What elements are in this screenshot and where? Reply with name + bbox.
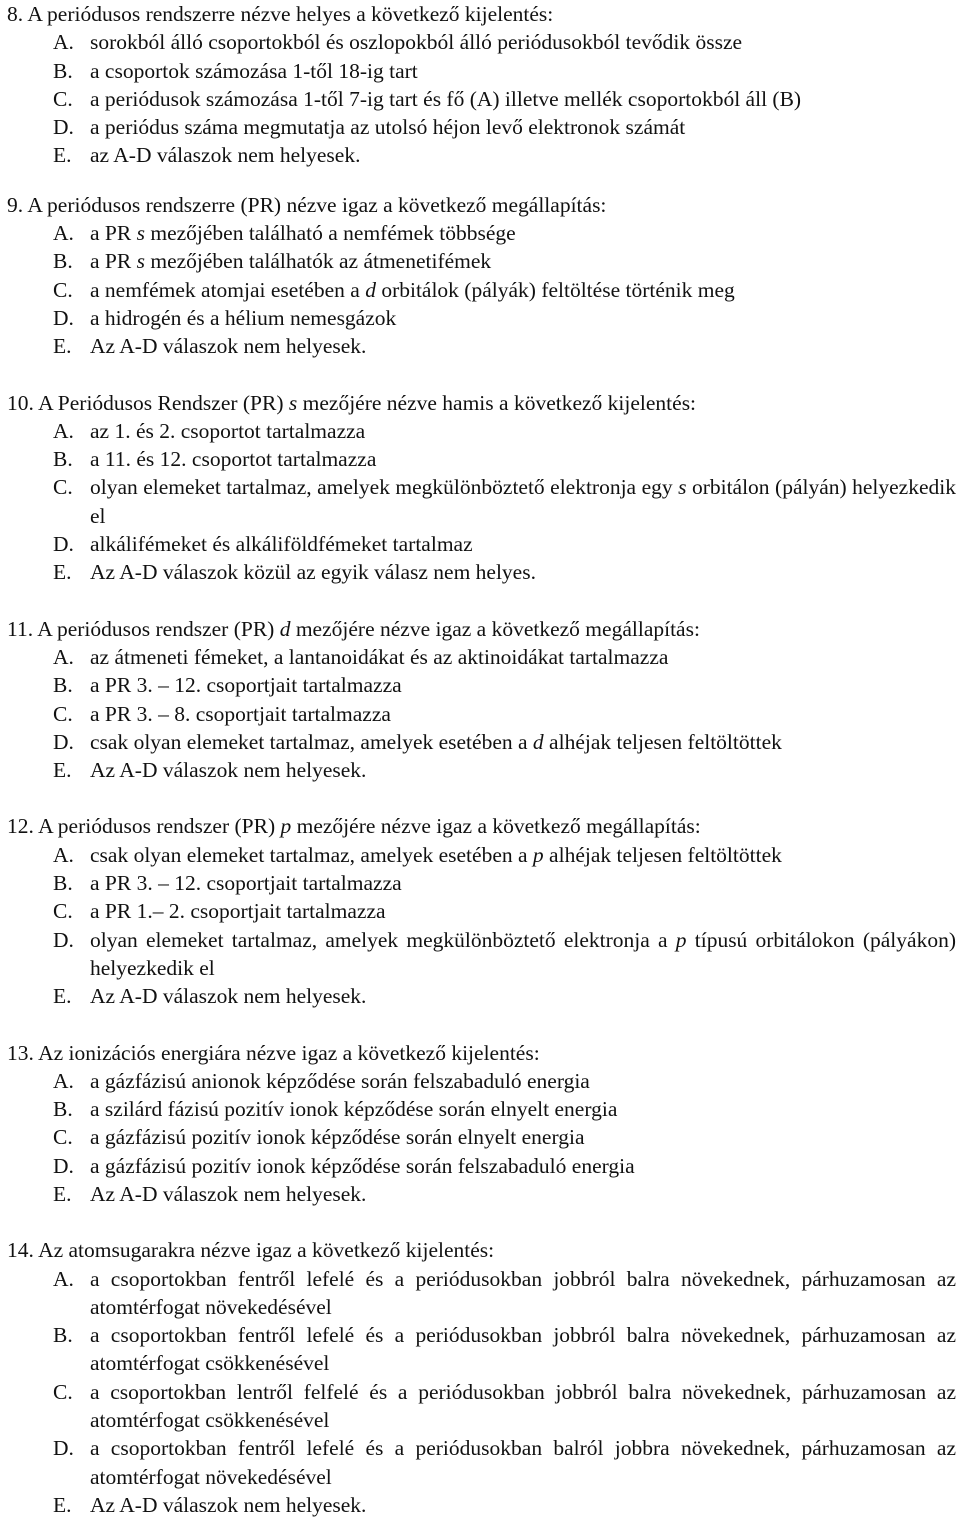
italic-symbol: d	[365, 277, 376, 302]
option-letter: B.	[53, 1097, 73, 1122]
option-letter: D.	[53, 532, 74, 557]
option-letter: D.	[53, 1153, 74, 1178]
option-text: Az A-D válaszok nem helyesek.	[90, 758, 367, 783]
option-text: olyan elemeket tartalmaz, amelyek megkülönböztető elektronja egy s orbitálon (pályán) helyezkedik el	[90, 475, 956, 528]
option-text: Az A-D válaszok nem helyesek.	[90, 1492, 367, 1517]
italic-symbol: s	[136, 249, 145, 274]
option-text: sorokból álló csoportokból és oszlopokból álló periódusokból tevődik össze	[90, 30, 743, 55]
option-letter: C.	[53, 899, 73, 924]
answer-option	[7, 1095, 956, 1123]
option-letter: B.	[53, 447, 73, 472]
answer-option	[7, 445, 956, 473]
option-letter: A.	[53, 221, 74, 246]
answer-option	[7, 417, 956, 445]
option-letter: A.	[53, 842, 74, 867]
option-text: a szilárd fázisú pozitív ionok képződése során elnyelt energia	[90, 1097, 618, 1122]
option-text: a hidrogén és a hélium nemesgázok	[90, 305, 397, 330]
answer-option	[7, 1434, 956, 1491]
option-letter: A.	[53, 1266, 74, 1291]
italic-symbol: d	[532, 729, 544, 754]
option-letter: A.	[53, 30, 74, 55]
option-text: a nemfémek atomjai esetében a d orbitálok (pályák) feltöltése történik meg	[90, 277, 735, 302]
option-letter: B.	[53, 673, 73, 698]
option-text: a PR 3. – 8. csoportjait tartalmazza	[90, 701, 391, 726]
answer-option	[7, 728, 956, 756]
option-text: a gázfázisú pozitív ionok képződése során felszabaduló energia	[90, 1153, 635, 1178]
answer-option	[7, 247, 956, 275]
answer-option	[7, 1067, 956, 1095]
option-letter: C.	[53, 475, 73, 500]
italic-symbol: p	[532, 842, 544, 867]
option-letter: C.	[53, 1125, 73, 1150]
option-text: a periódusok számozása 1-től 7-ig tart és fő (A) illetve mellék csoportokból áll (B)	[90, 86, 802, 111]
question-10	[7, 389, 956, 587]
option-letter: D.	[53, 115, 74, 140]
option-letter: B.	[53, 249, 73, 274]
option-letter: C.	[53, 701, 73, 726]
italic-symbol: s	[288, 390, 298, 415]
answer-option	[7, 530, 956, 558]
question-stem: 13. Az ionizációs energiára nézve igaz a következő kijelentés:	[7, 1040, 540, 1065]
option-text: alkálifémeket és alkáliföldfémeket tartalmaz	[90, 532, 473, 557]
answer-option	[7, 1378, 956, 1435]
answer-option	[7, 85, 956, 113]
question-8	[7, 0, 956, 170]
answer-option	[7, 141, 956, 169]
option-text: a csoportok számozása 1-től 18-ig tart	[90, 58, 418, 83]
question-9	[7, 191, 956, 361]
answer-option	[7, 671, 956, 699]
option-text: a PR s mezőjében található a nemfémek többsége	[90, 221, 516, 246]
answer-option	[7, 643, 956, 671]
option-letter: A.	[53, 1068, 74, 1093]
option-text: a csoportokban fentről lefelé és a periódusokban jobbról balra növekednek, párhuzamosan az atomtérfogat növekedésével	[90, 1266, 956, 1319]
option-letter: C.	[53, 86, 73, 111]
option-letter: D.	[53, 729, 74, 754]
answer-option	[7, 558, 956, 586]
answer-option	[7, 1123, 956, 1151]
answer-option	[7, 756, 956, 784]
question-stem: 11. A periódusos rendszer (PR) d mezőjére nézve igaz a következő megállapítás:	[7, 616, 700, 641]
question-stem: 9. A periódusos rendszerre (PR) nézve igaz a következő megállapítás:	[7, 192, 607, 217]
option-text: a csoportokban fentről lefelé és a periódusokban jobbról balra növekednek, párhuzamosan az atomtérfogat csökkenésével	[90, 1323, 956, 1376]
answer-option	[7, 219, 956, 247]
answer-option	[7, 926, 956, 983]
answer-option	[7, 276, 956, 304]
answer-option	[7, 700, 956, 728]
option-text: Az A-D válaszok nem helyesek.	[90, 334, 367, 359]
option-text: a periódus száma megmutatja az utolsó héjon levő elektronok számát	[90, 115, 686, 140]
option-letter: E.	[53, 758, 72, 783]
italic-symbol: s	[136, 221, 145, 246]
question-14	[7, 1236, 956, 1519]
option-letter: E.	[53, 560, 72, 585]
option-text: az átmeneti fémeket, a lantanoidákat és az aktinoidákat tartalmazza	[90, 644, 669, 669]
option-letter: A.	[53, 418, 74, 443]
option-text: a PR 3. – 12. csoportjait tartalmazza	[90, 673, 402, 698]
italic-symbol: s	[678, 475, 687, 500]
answer-option	[7, 1180, 956, 1208]
answer-option	[7, 982, 956, 1010]
option-text: Az A-D válaszok közül az egyik válasz nem helyes.	[90, 560, 536, 585]
answer-option	[7, 841, 956, 869]
question-stem: 10. A Periódusos Rendszer (PR) s mezőjére nézve hamis a következő kijelentés:	[7, 390, 697, 415]
option-letter: D.	[53, 1436, 74, 1461]
option-letter: E.	[53, 143, 72, 168]
option-letter: D.	[53, 305, 74, 330]
option-letter: E.	[53, 1492, 72, 1517]
question-11	[7, 615, 956, 785]
option-letter: E.	[53, 334, 72, 359]
answer-option	[7, 869, 956, 897]
option-letter: D.	[53, 927, 74, 952]
option-letter: C.	[53, 277, 73, 302]
option-text: csak olyan elemeket tartalmaz, amelyek esetében a d alhéjak teljesen feltöltöttek	[90, 729, 782, 754]
option-text: a csoportokban fentről lefelé és a periódusokban balról jobbra növekednek, párhuzamosan az atomtérfogat növekedésével	[90, 1436, 956, 1489]
answer-option	[7, 1321, 956, 1378]
option-letter: B.	[53, 58, 73, 83]
option-letter: E.	[53, 984, 72, 1009]
option-text: az 1. és 2. csoportot tartalmazza	[90, 418, 366, 443]
option-text: olyan elemeket tartalmaz, amelyek megkülönböztető elektronja a p típusú orbitálokon (pályákon) helyezkedik el	[90, 927, 956, 980]
question-12	[7, 812, 956, 1010]
italic-symbol: d	[279, 616, 291, 641]
answer-option	[7, 897, 956, 925]
option-letter: E.	[53, 1181, 72, 1206]
answer-option	[7, 28, 956, 56]
italic-symbol: p	[280, 814, 292, 839]
option-text: Az A-D válaszok nem helyesek.	[90, 984, 367, 1009]
answer-option	[7, 473, 956, 530]
answer-option	[7, 113, 956, 141]
question-stem: 8. A periódusos rendszerre nézve helyes a következő kijelentés:	[7, 2, 554, 26]
question-stem: 14. Az atomsugarakra nézve igaz a következő kijelentés:	[7, 1238, 495, 1263]
option-text: csak olyan elemeket tartalmaz, amelyek esetében a p alhéjak teljesen feltöltöttek	[90, 842, 782, 867]
option-text: a PR s mezőjében találhatók az átmenetifémek	[90, 249, 492, 274]
option-text: Az A-D válaszok nem helyesek.	[90, 1181, 367, 1206]
italic-symbol: p	[675, 927, 687, 952]
option-text: a gázfázisú anionok képződése során felszabaduló energia	[90, 1068, 590, 1093]
option-text: a PR 3. – 12. csoportjait tartalmazza	[90, 871, 402, 896]
option-letter: A.	[53, 644, 74, 669]
answer-option	[7, 1491, 956, 1519]
option-text: az A-D válaszok nem helyesek.	[90, 143, 361, 168]
answer-option	[7, 1152, 956, 1180]
answer-option	[7, 1265, 956, 1322]
option-letter: B.	[53, 871, 73, 896]
option-text: a PR 1.– 2. csoportjait tartalmazza	[90, 899, 386, 924]
option-letter: C.	[53, 1379, 73, 1404]
question-13	[7, 1039, 956, 1209]
answer-option	[7, 57, 956, 85]
option-text: a 11. és 12. csoportot tartalmazza	[90, 447, 377, 472]
answer-option	[7, 304, 956, 332]
question-stem: 12. A periódusos rendszer (PR) p mezőjére nézve igaz a következő megállapítás:	[7, 814, 701, 839]
option-text: a csoportokban lentről felfelé és a periódusokban jobbról balra növekednek, párhuzamosan az atomtérfogat csökkenésével	[90, 1379, 956, 1433]
option-text: a gázfázisú pozitív ionok képződése során elnyelt energia	[90, 1125, 585, 1150]
option-letter: B.	[53, 1323, 73, 1348]
answer-option	[7, 332, 956, 360]
